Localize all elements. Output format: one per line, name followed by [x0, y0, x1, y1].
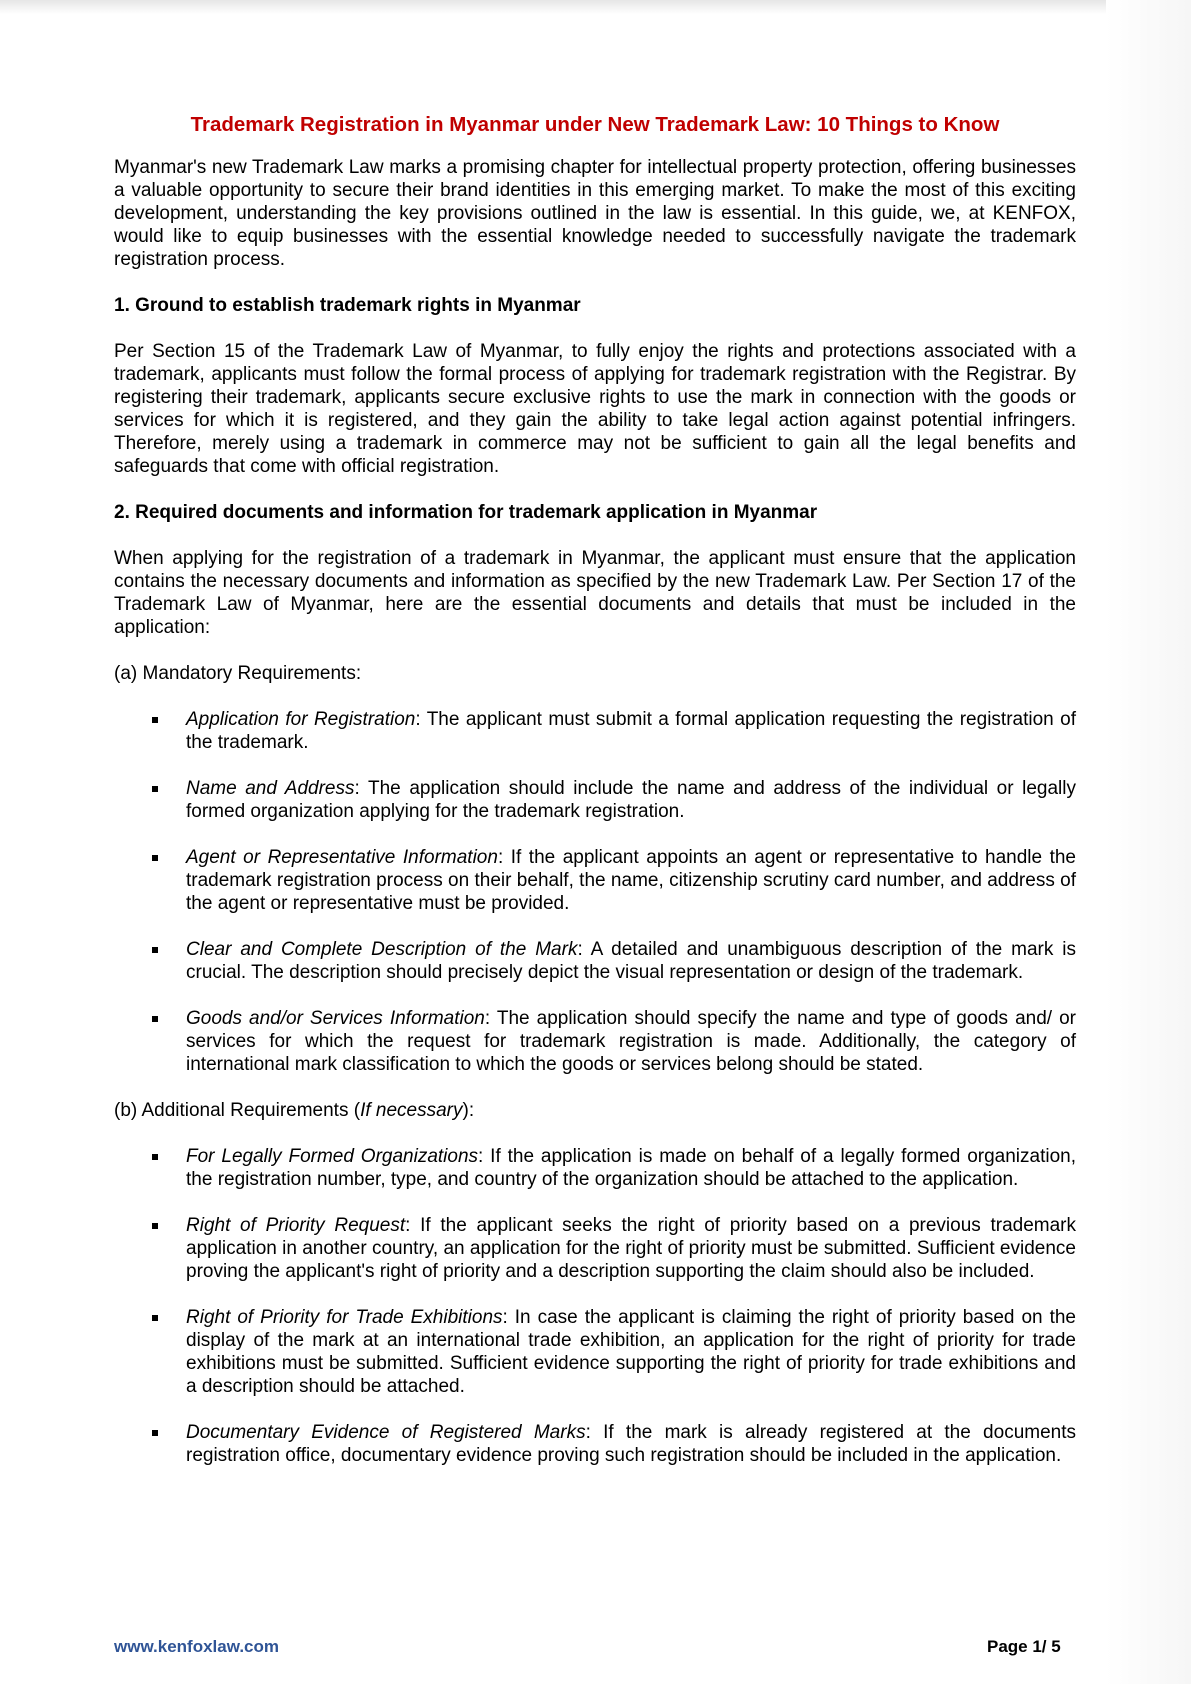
list-item	[114, 1214, 1076, 1283]
list-item	[114, 1421, 1076, 1467]
label-prefix: (b) Additional Requirements (	[114, 1100, 361, 1121]
list-item	[114, 938, 1076, 984]
square-bullet-icon	[152, 1315, 158, 1321]
list-item	[114, 846, 1076, 915]
label-suffix: ):	[462, 1100, 475, 1121]
square-bullet-icon	[152, 786, 158, 792]
item-term: Right of Priority for Trade Exhibitions	[186, 1307, 503, 1328]
item-text: : If the applicant seeks the right of priority based on a previous trademark application in another country, an application for the right of priority must be submitted. Sufficient evidence proving the applicant's right of priority and a description supporting the claim should also be included.	[186, 1215, 1076, 1282]
item-text: : The application should specify the name and type of goods and/ or services for which the request for trademark registration is made. Additionally, the category of international mark classification to which the goods or services belong should be stated.	[186, 1008, 1077, 1075]
square-bullet-icon	[152, 717, 158, 723]
list-item	[114, 1306, 1076, 1398]
item-term: Goods and/or Services Information	[186, 1008, 485, 1029]
document-title: Trademark Registration in Myanmar under New Trademark Law: 10 Things to Know	[190, 113, 1000, 136]
item-text: : The application should include the name and address of the individual or legally formed organization applying for the trademark registration.	[186, 778, 1076, 822]
section-1-body: Per Section 15 of the Trademark Law of Myanmar, to fully enjoy the rights and protections associated with a trademark, applicants must follow the formal process of applying for trademark registration with the Registrar. By registering their trademark, applicants secure exclusive rights to use the mark in connection with the goods or services for which it is registered, and they gain the ability to take legal action against potential infringers. Therefore, merely using a trademark in commerce may not be sufficient to gain all the legal benefits and safeguards that come with official registration.	[114, 341, 1076, 477]
list-item	[114, 1007, 1076, 1076]
page-top-edge	[0, 0, 1191, 14]
website-link[interactable]: www.kenfoxlaw.com	[114, 1637, 280, 1656]
label-italic: If necessary	[360, 1100, 463, 1121]
list-item	[114, 708, 1076, 754]
item-text: : If the application is made on behalf of a legally formed organization, the registration number, type, and country of the organization should be attached to the application.	[186, 1146, 1076, 1190]
list-item	[114, 1145, 1076, 1191]
mandatory-requirements-list	[114, 708, 1076, 1076]
item-term: Right of Priority Request	[186, 1215, 406, 1236]
item-term: Application for Registration	[186, 709, 416, 730]
square-bullet-icon	[152, 1223, 158, 1229]
mandatory-requirements-label: (a) Mandatory Requirements:	[114, 663, 362, 684]
section-2-body: When applying for the registration of a trademark in Myanmar, the applicant must ensure that the application contains the necessary documents and information as specified by the new Trademark Law. Per Section 17 of the Trademark Law of Myanmar, here are the essential documents and details that must be included in the application:	[114, 548, 1076, 638]
page-right-edge	[1106, 0, 1191, 1684]
additional-requirements-label	[114, 1099, 1076, 1122]
document-body	[114, 112, 1076, 1490]
item-term: Agent or Representative Information	[186, 847, 498, 868]
section-2-heading: 2. Required documents and information for trademark application in Myanmar	[114, 502, 818, 523]
item-text: : In case the applicant is claiming the right of priority based on the display of the mark at an international trade exhibition, an application for the right of priority for trade exhibitions must be submitted. Sufficient evidence supporting the right of priority for trade exhibitions and a description should be attached.	[186, 1307, 1076, 1397]
additional-requirements-list	[114, 1145, 1076, 1467]
item-term: Clear and Complete Description of the Mark	[186, 939, 578, 960]
item-text: : The applicant must submit a formal application requesting the registration of the trademark.	[186, 709, 1076, 753]
item-term: For Legally Formed Organizations	[186, 1146, 479, 1167]
square-bullet-icon	[152, 1430, 158, 1436]
list-item	[114, 777, 1076, 823]
square-bullet-icon	[152, 1154, 158, 1160]
item-term: Name and Address	[186, 778, 355, 799]
page-number: Page 1/ 5	[987, 1637, 1061, 1656]
item-text: : A detailed and unambiguous description of the mark is crucial. The description should precisely depict the visual representation or design of the trademark.	[186, 939, 1076, 983]
item-term: Documentary Evidence of Registered Marks	[186, 1422, 586, 1443]
item-text: : If the mark is already registered at the documents registration office, documentary evidence proving such registration should be included in the application.	[186, 1422, 1076, 1466]
square-bullet-icon	[152, 947, 158, 953]
intro-paragraph: Myanmar's new Trademark Law marks a promising chapter for intellectual property protection, offering businesses a valuable opportunity to secure their brand identities in this emerging market. To make the most of this exciting development, understanding the key provisions outlined in the law is essential. In this guide, we, at KENFOX, would like to equip businesses with the essential knowledge needed to successfully navigate the trademark registration process.	[114, 157, 1076, 270]
square-bullet-icon	[152, 1016, 158, 1022]
section-1-heading: 1. Ground to establish trademark rights in Myanmar	[114, 295, 581, 316]
item-text: : If the applicant appoints an agent or representative to handle the trademark registration process on their behalf, the name, citizenship scrutiny card number, and address of the agent or representative must be provided.	[186, 847, 1076, 914]
square-bullet-icon	[152, 855, 158, 861]
